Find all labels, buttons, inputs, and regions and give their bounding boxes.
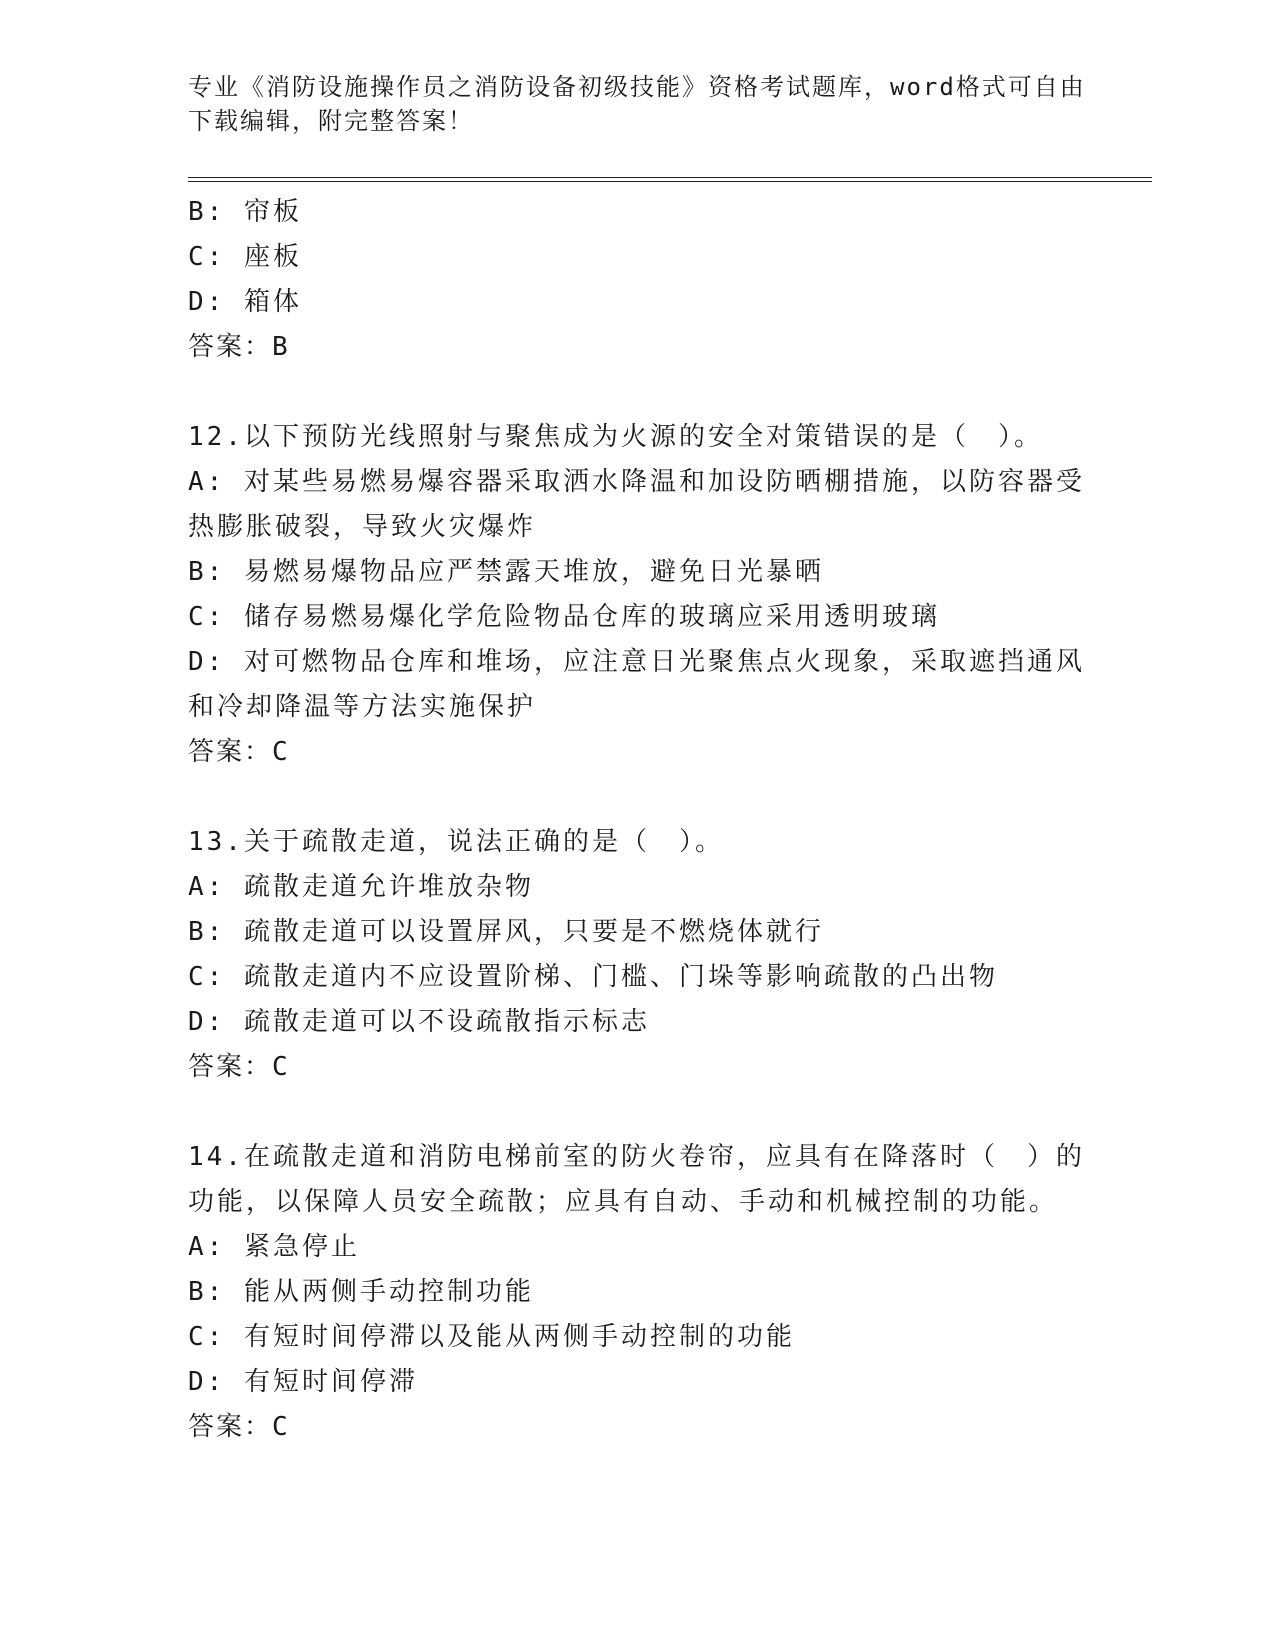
option-line: 和冷却降温等方法实施保护 bbox=[188, 692, 537, 722]
prev-question-block bbox=[188, 190, 1088, 370]
option-line: B: 易燃易爆物品应严禁露天堆放，避免日光暴晒 bbox=[188, 557, 824, 587]
option-line: D: 箱体 bbox=[188, 287, 302, 317]
option-line: B: 能从两侧手动控制功能 bbox=[188, 1277, 534, 1307]
option-line: C: 有短时间停滞以及能从两侧手动控制的功能 bbox=[188, 1322, 795, 1352]
spacer bbox=[188, 775, 1088, 820]
question-content bbox=[188, 190, 1088, 1450]
answer-line: 答案：C bbox=[188, 1412, 290, 1442]
answer-line: 答案：C bbox=[188, 737, 290, 767]
header-rule-top bbox=[188, 177, 1152, 178]
document-header bbox=[188, 70, 1088, 138]
option-line: A: 紧急停止 bbox=[188, 1232, 360, 1262]
question-stem: 13.关于疏散走道，说法正确的是（ ）。 bbox=[188, 827, 724, 857]
option-line: D: 有短时间停滞 bbox=[188, 1367, 418, 1397]
header-rule-bottom bbox=[188, 181, 1152, 182]
question-stem: 14.在疏散走道和消防电梯前室的防火卷帘，应具有在降落时（ ）的 bbox=[188, 1142, 1085, 1172]
option-line: A: 疏散走道允许堆放杂物 bbox=[188, 872, 534, 902]
option-line: B: 帘板 bbox=[188, 197, 302, 227]
spacer bbox=[188, 370, 1088, 415]
option-line: D: 对可燃物品仓库和堆场，应注意日光聚焦点火现象，采取遮挡通风 bbox=[188, 647, 1085, 677]
option-line: C: 储存易燃易爆化学危险物品仓库的玻璃应采用透明玻璃 bbox=[188, 602, 940, 632]
header-title: 专业《消防设施操作员之消防设备初级技能》资格考试题库，word格式可自由下载编辑，附完整答案！ bbox=[188, 73, 1086, 135]
question-14 bbox=[188, 1135, 1088, 1450]
option-line: A: 对某些易燃易爆容器采取洒水降温和加设防晒棚措施，以防容器受 bbox=[188, 467, 1085, 497]
option-line: C: 疏散走道内不应设置阶梯、门槛、门垛等影响疏散的凸出物 bbox=[188, 962, 998, 992]
question-stem: 12.以下预防光线照射与聚焦成为火源的安全对策错误的是（ ）。 bbox=[188, 422, 1043, 452]
option-line: 热膨胀破裂，导致火灾爆炸 bbox=[188, 512, 537, 542]
question-12 bbox=[188, 415, 1088, 775]
answer-line: 答案：B bbox=[188, 332, 290, 362]
spacer bbox=[188, 1090, 1088, 1135]
option-line: D: 疏散走道可以不设疏散指示标志 bbox=[188, 1007, 650, 1037]
option-line: B: 疏散走道可以设置屏风，只要是不燃烧体就行 bbox=[188, 917, 824, 947]
question-13 bbox=[188, 820, 1088, 1090]
option-line: C: 座板 bbox=[188, 242, 302, 272]
answer-line: 答案：C bbox=[188, 1052, 290, 1082]
question-stem: 功能，以保障人员安全疏散；应具有自动、手动和机械控制的功能。 bbox=[188, 1187, 1059, 1217]
